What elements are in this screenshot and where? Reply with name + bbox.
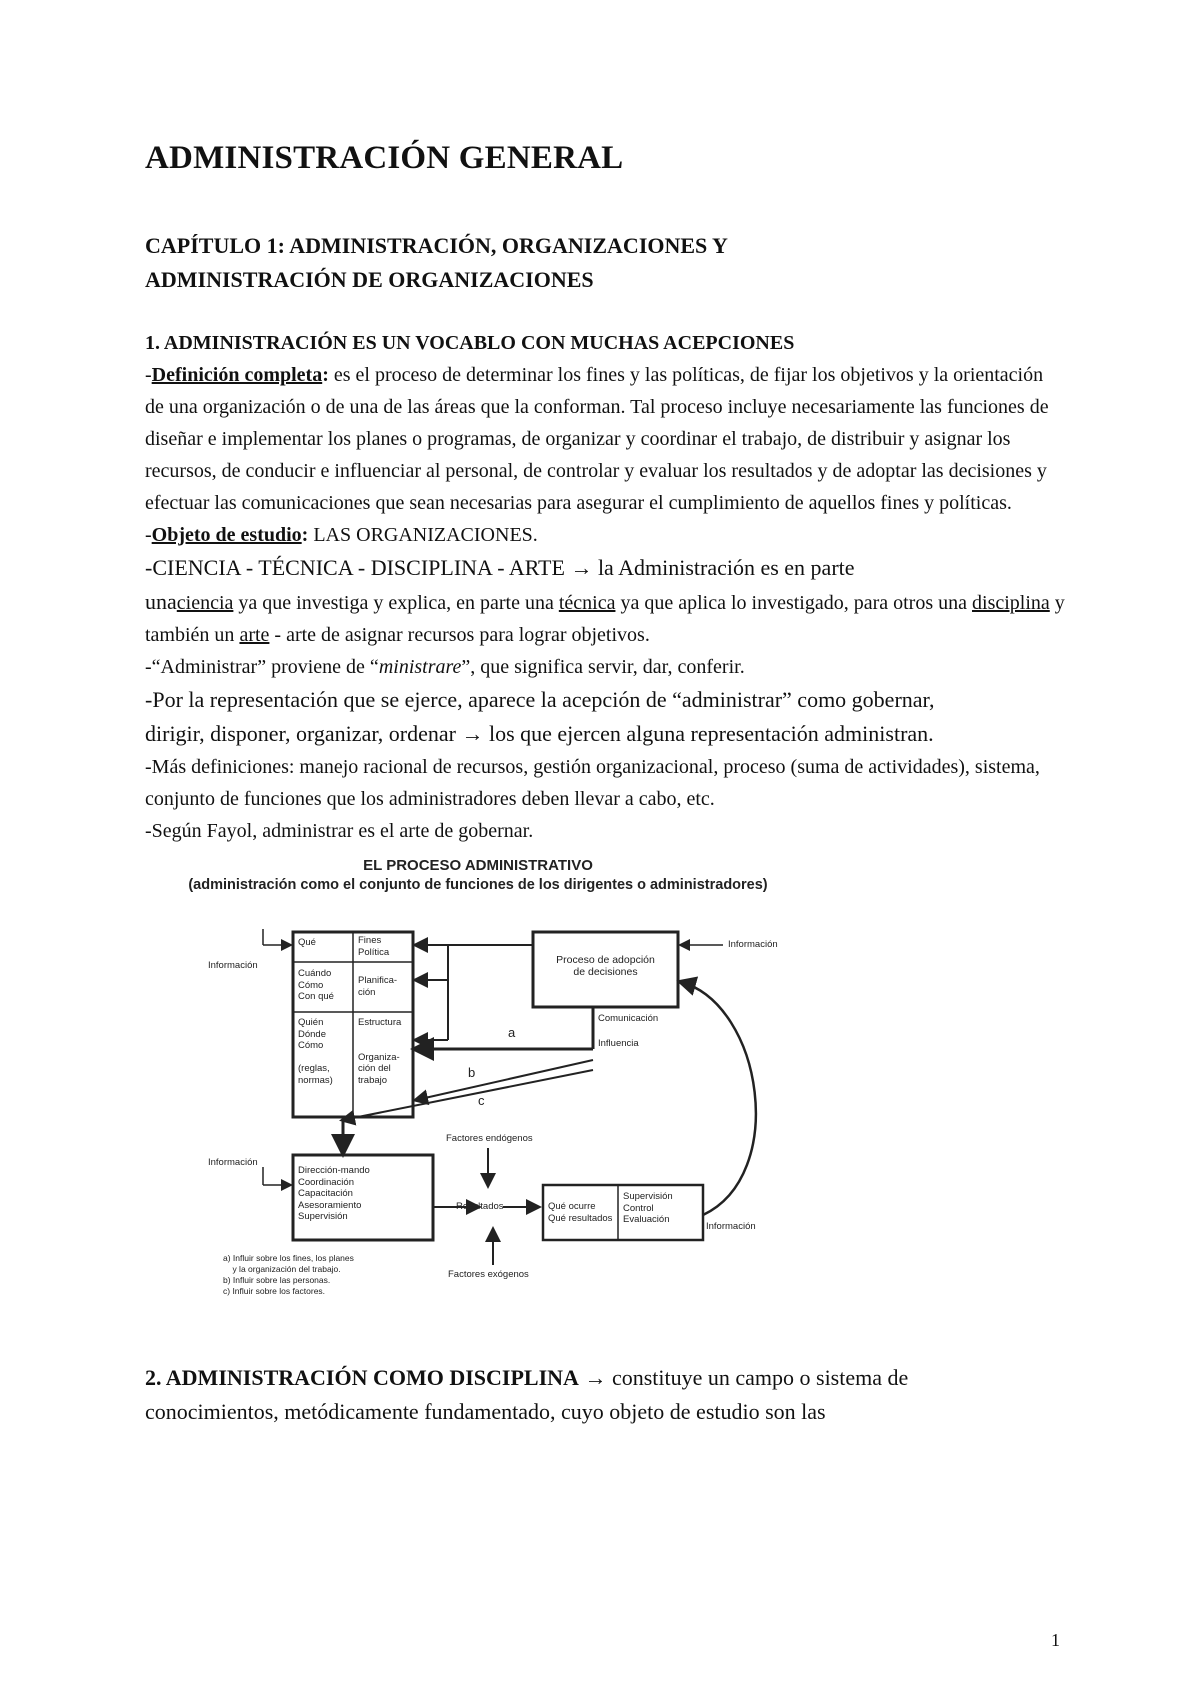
section-2-heading: 2. ADMINISTRACIÓN COMO DISCIPLINA <box>145 1365 579 1390</box>
label-quien: Quién Dónde Cómo (reglas, normas) <box>298 1017 333 1086</box>
label-informacion-3: Información <box>208 1157 258 1168</box>
ministrare-paragraph: -“Administrar” proviene de “ministrare”, que significa servir, dar, conferir. <box>145 656 745 678</box>
diagram-title: EL PROCESO ADMINISTRATIVO <box>363 857 593 874</box>
word-disciplina: disciplina <box>972 592 1050 614</box>
definition-label: Definición completa <box>151 364 323 386</box>
label-factores-exogenos: Factores exógenos <box>448 1269 529 1280</box>
chapter-line-2: ADMINISTRACIÓN DE ORGANIZACIONES <box>145 267 594 292</box>
label-proceso: Proceso de adopción de decisiones <box>556 954 655 978</box>
label-planificacion: Planifica- ción <box>358 975 398 998</box>
label-direccion: Dirección-mando Coordinación Capacitación Asesoramiento Supervisión <box>298 1165 370 1222</box>
section-1-heading: 1. ADMINISTRACIÓN ES UN VOCABLO CON MUCHAS ACEPCIONES <box>145 332 795 354</box>
section-2-paragraph: 2. ADMINISTRACIÓN COMO DISCIPLINA → constituye un campo o sistema de conocimientos, metódicamente fundamentado, cuyo objeto de estudio son las <box>145 1365 909 1424</box>
label-que: Qué <box>298 937 316 948</box>
process-diagram <box>148 855 808 1335</box>
label-informacion-4: Información <box>706 1221 756 1232</box>
label-que-ocurre: Qué ocurre Qué resultados <box>548 1201 613 1224</box>
label-comunicacion: Comunicación <box>598 1013 659 1024</box>
label-influencia: Influencia <box>598 1038 639 1049</box>
page-number: 1 <box>1051 1630 1060 1650</box>
label-estructura: Estructura Organiza- ción del trabajo <box>358 1017 402 1086</box>
word-arte: arte <box>239 624 270 646</box>
fayol-paragraph: -Según Fayol, administrar es el arte de gobernar. <box>145 820 534 842</box>
label-factores-endogenos: Factores endógenos <box>446 1133 533 1144</box>
ciencia-paragraph: -CIENCIA - TÉCNICA - DISCIPLINA - ARTE → la Administración es en parte unaciencia ya que investiga y explica, en parte una técnica ya que aplica lo investigado, para otros una disciplina y también un arte - arte de asignar recursos para lograr objetivos. <box>145 555 1065 646</box>
object-label: Objeto de estudio <box>151 524 302 546</box>
label-informacion-1: Información <box>208 960 258 971</box>
label-resultados: Resultados <box>456 1201 504 1212</box>
label-cuando: Cuándo Cómo Con qué <box>298 968 334 1002</box>
word-ciencia: ciencia <box>176 592 234 614</box>
definition-paragraph: -Definición completa: es el proceso de determinar los fines y las políticas, de fijar los objetivos y la orientación de una organización o de una de las áreas que la conforman. Tal proceso incluye necesariamente las funciones de diseñar e implementar los planes o programas, de organizar y coordinar el trabajo, de distribuir y asignar los recursos, de conducir e influenciar al personal, de controlar y evaluar los resultados y de adoptar las decisiones y efectuar las comunicaciones que sean necesarias para asegurar el cumplimiento de aquellos fines y políticas. <box>145 364 1049 514</box>
diagram-subtitle: (administración como el conjunto de funciones de los dirigentes o administradores) <box>188 877 768 893</box>
object-text: LAS ORGANIZACIONES. <box>313 524 538 546</box>
object-paragraph: -Objeto de estudio: LAS ORGANIZACIONES. <box>145 524 538 546</box>
diagram-legend: a) Influir sobre los fines, los planes y la organización del trabajo. b) Influir sobre las personas. c) Influir sobre los factores. <box>223 1253 354 1296</box>
chapter-heading <box>145 229 1065 297</box>
definition-text: es el proceso de determinar los fines y las políticas, de fijar los objetivos y la orientación de una organización o de una de las áreas que la conforman. Tal proceso incluye necesariamente las funciones de diseñar e implementar los planes o programas, de organizar y coordinar el trabajo, de distribuir y asignar los recursos, de conducir e influenciar al personal, de controlar y evaluar los resultados y de adoptar las decisiones y efectuar las comunicaciones que sean necesarias para asegurar el cumplimiento de aquellos fines y políticas. <box>145 364 1049 514</box>
label-fines: Fines Política <box>358 935 390 958</box>
more-definitions-paragraph: -Más definiciones: manejo racional de recursos, gestión organizacional, proceso (suma de actividades), sistema, conjunto de funciones que los administradores deben llevar a cabo, etc. <box>145 756 1040 810</box>
ciencia-tail: la Administración es en parte <box>597 555 855 580</box>
word-tecnica: técnica <box>558 592 616 614</box>
label-b: b <box>468 1065 476 1080</box>
word-ministrare: ministrare <box>378 656 462 678</box>
label-c: c <box>478 1093 485 1108</box>
label-informacion-2: Información <box>728 939 778 950</box>
label-a: a <box>508 1025 516 1040</box>
document-title: ADMINISTRACIÓN GENERAL <box>145 140 624 176</box>
ciencia-head: CIENCIA - TÉCNICA - DISCIPLINA - ARTE <box>152 555 565 580</box>
document-page <box>145 140 1065 1429</box>
chapter-line-1: CAPÍTULO 1: ADMINISTRACIÓN, ORGANIZACIONES Y <box>145 233 728 258</box>
label-supervision: Supervisión Control Evaluación <box>623 1191 673 1225</box>
representation-paragraph: -Por la representación que se ejerce, aparece la acepción de “administrar” como gobernar, dirigir, disponer, organizar, ordenar → los que ejercen alguna representación administran. <box>145 687 935 746</box>
